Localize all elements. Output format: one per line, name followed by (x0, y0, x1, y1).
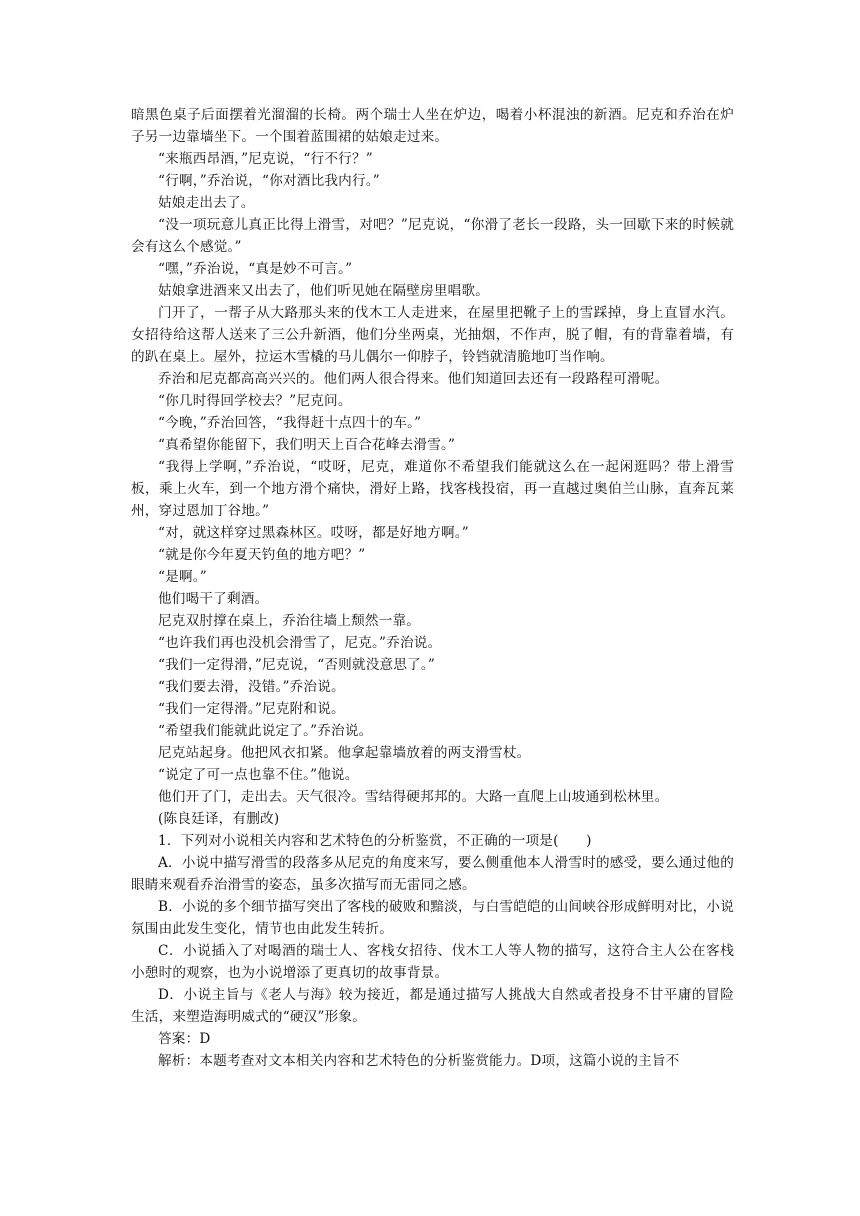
paragraph: 尼克双肘撑在桌上，乔治往墙上颓然一靠。 (158, 613, 421, 629)
paragraph: “也许我们再也没机会滑雪了，尼克。”乔治说。 (158, 635, 442, 651)
paragraph: “我们一定得滑，”尼克说，“否则就没意思了。” (158, 657, 436, 673)
paragraph: “希望我们能就此说定了。”乔治说。 (158, 723, 373, 739)
paragraph: 他们开了门，走出去。天气很冷。雪结得硬邦邦的。大路一直爬上山坡通到松林里。 (158, 789, 669, 805)
paragraph: “行啊，”乔治说，“你对酒比我内行。” (158, 173, 380, 189)
paragraph: 姑娘拿进酒来又出去了，他们听见她在隔壁房里唱歌。 (158, 283, 490, 299)
paragraph: 门开了，一帮子从大路那头来的伐木工人走进来，在屋里把靴子上的雪踩掉，身上直冒水汽。女招待给这帮人送来了三公升新酒，他们分坐两桌，光抽烟，不作声，脱了帽，有的背靠着墙，有的趴在桌上。屋外，拉运木雪橇的马儿偶尔一仰脖子，铃铛就清脆地叮当作响。 (131, 305, 734, 365)
paragraph: (陈良廷译，有删改) (158, 811, 280, 827)
paragraph: A．小说中描写滑雪的段落多从尼克的角度来写，要么侧重他本人滑雪时的感受，要么通过他的眼睛来观看乔治滑雪的姿态，虽多次描写而无雷同之感。 (131, 855, 734, 893)
paragraph: “我们一定得滑。”尼克附和说。 (158, 701, 345, 717)
paragraph: “对，就这样穿过黑森林区。哎呀，都是好地方啊。” (158, 525, 469, 541)
paragraph: “你几时得回学校去？”尼克问。 (158, 393, 352, 409)
paragraph: “说定了可一点也靠不住。”他说。 (158, 767, 359, 783)
paragraph: 暗黑色桌子后面摆着光溜溜的长椅。两个瑞士人坐在炉边，喝着小杯混浊的新酒。尼克和乔治在炉子另一边靠墙坐下。一个围着蓝围裙的姑娘走过来。 (131, 107, 734, 145)
paragraph: 他们喝干了剩酒。 (158, 591, 269, 607)
paragraph: “来瓶西昂酒，”尼克说，“行不行？” (158, 151, 373, 167)
paragraph: “我得上学啊，”乔治说，“哎呀，尼克，难道你不希望我们能就这么在一起闲逛吗？带上滑雪板，乘上火车，到一个地方滑个痛快，滑好上路，找客栈投宿，再一直越过奥伯兰山脉，直奔瓦莱州，穿过恩加丁谷地。” (131, 459, 734, 519)
document-body (131, 104, 734, 1072)
paragraph: “今晚，”乔治回答，“我得赶十点四十的车。” (158, 415, 422, 431)
paragraph: “嘿，”乔治说，“真是妙不可言。” (158, 261, 353, 277)
paragraph: 乔治和尼克都高高兴兴的。他们两人很合得来。他们知道回去还有一段路程可滑呢。 (158, 371, 669, 387)
paragraph: D．小说主旨与《老人与海》较为接近，都是通过描写人挑战大自然或者投身不甘平庸的冒险生活，来塑造海明威式的“硬汉”形象。 (131, 987, 734, 1025)
paragraph: “没一项玩意儿真正比得上滑雪，对吧？”尼克说，“你滑了老长一段路，头一回歇下来的时候就会有这么个感觉。” (131, 217, 734, 255)
paragraph: 解析：本题考查对文本相关内容和艺术特色的分析鉴赏能力。D项，这篇小说的主旨不 (158, 1053, 680, 1069)
paragraph: 1．下列对小说相关内容和艺术特色的分析鉴赏，不正确的一项是( ) (158, 833, 592, 849)
paragraph: C．小说插入了对喝酒的瑞士人、客栈女招待、伐木工人等人物的描写，这符合主人公在客栈小憩时的观察，也为小说增添了更真切的故事背景。 (131, 943, 734, 981)
paragraph: 尼克站起身。他把风衣扣紧。他拿起靠墙放着的两支滑雪杖。 (158, 745, 531, 761)
paragraph: 答案：D (158, 1031, 211, 1047)
paragraph: B．小说的多个细节描写突出了客栈的破败和黯淡，与白雪皑皑的山间峡谷形成鲜明对比，小说氛围由此发生变化，情节也由此发生转折。 (131, 899, 734, 937)
paragraph: “是啊。” (158, 569, 207, 585)
paragraph: “我们要去滑，没错。”乔治说。 (158, 679, 345, 695)
paragraph: “真希望你能留下，我们明天上百合花峰去滑雪。” (158, 437, 456, 453)
paragraph: “就是你今年夏天钓鱼的地方吧？” (158, 547, 366, 563)
paragraph: 姑娘走出去了。 (158, 195, 255, 211)
